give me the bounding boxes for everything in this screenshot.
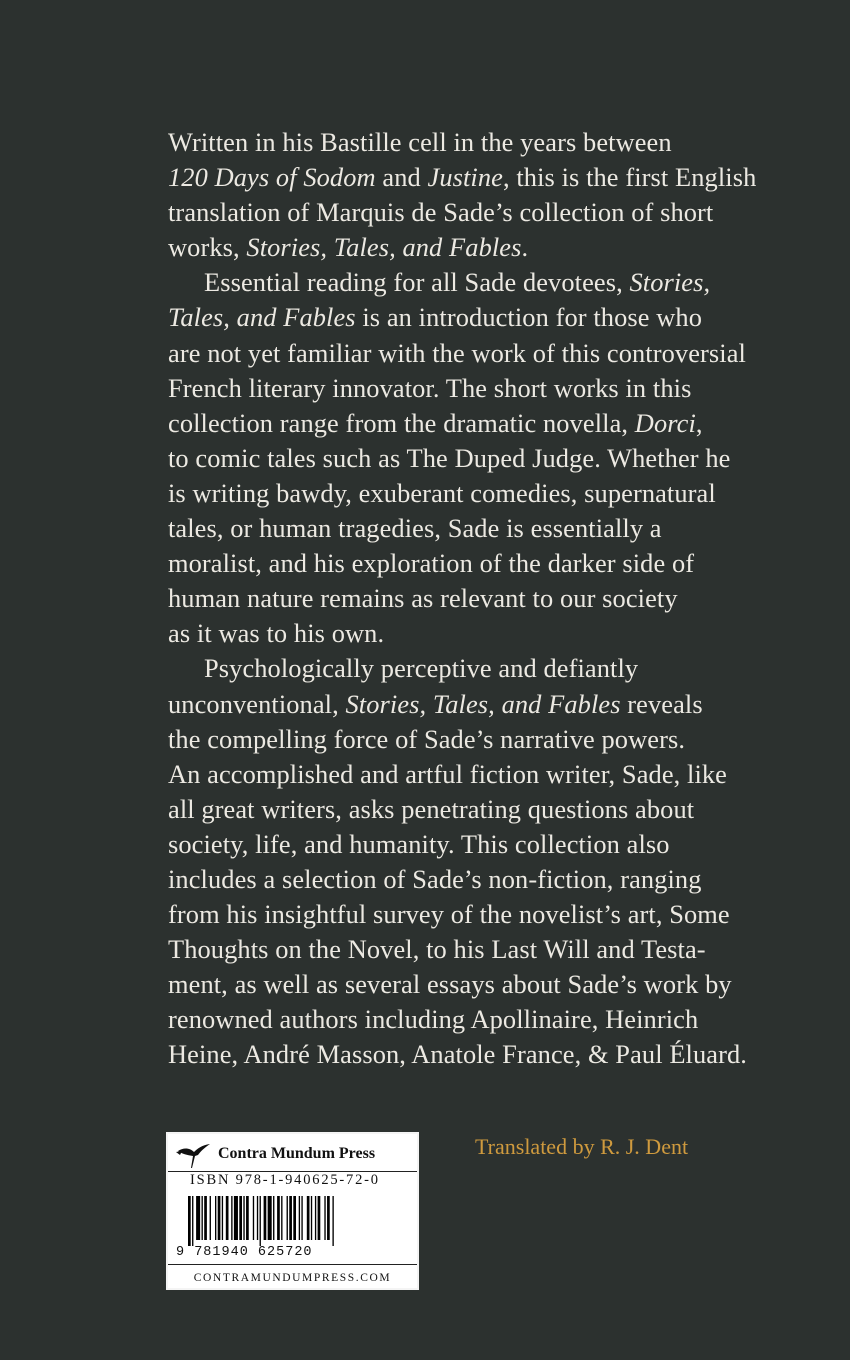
text-span: is an introduction for those who [355, 302, 702, 333]
text-span: , this is the first English [502, 162, 757, 193]
blurb-line [168, 476, 728, 511]
blurb-line [168, 511, 728, 546]
barcode-bar [215, 1196, 216, 1240]
barcode-bar [196, 1196, 200, 1240]
barcode-bar [239, 1196, 242, 1240]
text-span: An accomplished and artful fiction writer, Sade, like [168, 758, 727, 789]
barcode-bar [268, 1196, 272, 1240]
text-span: includes a selection of Sade’s non-fiction, ranging [168, 863, 702, 894]
publisher-website: CONTRAMUNDUMPRESS.COM [193, 1272, 392, 1284]
text-span: unconventional, [168, 688, 346, 719]
italic-title: Tales, and Fables [168, 302, 356, 333]
blurb-line [168, 862, 728, 897]
barcode-bar [222, 1196, 223, 1240]
barcode-bar [307, 1196, 310, 1240]
isbn-number: ISBN 978-1-940625-72-0 [190, 1172, 380, 1188]
italic-title: Stories, Tales, and Fables [246, 232, 522, 263]
publisher-logo-icon [174, 1139, 214, 1169]
barcode-bar [204, 1196, 207, 1240]
blurb-line [168, 722, 728, 757]
blurb-line [168, 195, 728, 230]
text-span: , [695, 407, 703, 438]
barcode-bar [273, 1196, 274, 1240]
blurb-line [168, 1037, 747, 1072]
barcode-bar [299, 1196, 300, 1240]
text-span: are not yet familiar with the work of this controversial [168, 337, 746, 368]
text-span: collection range from the dramatic novella, [168, 407, 635, 438]
italic-title: Stories, Tales, and Fables [345, 688, 621, 719]
text-span: the compelling force of Sade’s narrative powers. [168, 723, 686, 754]
blurb-line [168, 932, 728, 967]
barcode-bar [287, 1196, 288, 1240]
barcode-bar [293, 1196, 296, 1240]
text-span: French literary innovator. The short works in this [168, 372, 692, 403]
text-span: Heine, André Masson, Anatole France, & Paul Éluard. [168, 1039, 747, 1070]
barcode-bar [257, 1196, 258, 1240]
blurb-line [168, 967, 732, 1002]
barcode-bar [264, 1196, 267, 1240]
text-span: Thoughts on the Novel, to his Last Will and Testa- [168, 934, 706, 965]
isbn-label [166, 1132, 419, 1290]
barcode-digits: 9 781940 625720 [176, 1245, 313, 1260]
text-span: as it was to his own. [168, 618, 385, 649]
blurb-line [168, 230, 728, 265]
blurb-line [168, 897, 728, 932]
translator-credit: Translated by R. J. Dent [475, 1134, 689, 1159]
barcode-bar [210, 1196, 211, 1240]
text-span: from his insightful survey of the novelist’s art, Some [168, 899, 730, 930]
publisher-row [174, 1138, 375, 1170]
barcode-bar [311, 1196, 312, 1240]
barcode-bar [301, 1196, 302, 1240]
italic-title: Stories, [629, 267, 711, 298]
text-span: all great writers, asks penetrating questions about [168, 793, 695, 824]
barcode-bar [281, 1196, 282, 1240]
text-span: to comic tales such as The Duped Judge. Whether he [168, 442, 731, 473]
blurb-line [168, 125, 728, 160]
text-span: renowned authors including Apollinaire, Heinrich [168, 1004, 699, 1035]
blurb-line [168, 265, 728, 300]
text-span: is writing bawdy, exuberant comedies, supernatural [168, 477, 716, 508]
barcode [186, 1196, 401, 1246]
blurb-line [168, 546, 728, 581]
barcode-bar [315, 1196, 316, 1240]
barcode-bar [246, 1196, 249, 1240]
text-span: moralist, and his exploration of the darker side of [168, 548, 695, 579]
barcode-bar [318, 1196, 321, 1240]
blurb-line [168, 1002, 728, 1037]
label-divider [168, 1264, 417, 1265]
text-span: and [375, 162, 428, 193]
blurb-line [168, 687, 728, 722]
barcode-bar [243, 1196, 244, 1240]
italic-title: Justine [427, 162, 503, 193]
text-span: translation of Marquis de Sade’s collection of short [168, 197, 714, 228]
text-span: Written in his Bastille cell in the years between [168, 127, 672, 157]
blurb-line [168, 336, 746, 371]
barcode-bar [231, 1196, 232, 1240]
text-span: works, [168, 232, 247, 263]
barcode-bar [327, 1196, 330, 1240]
text-span: society, life, and humanity. This collection also [168, 828, 670, 859]
italic-title: Dorci [634, 407, 696, 438]
blurb-line [168, 827, 728, 862]
text-span: . [521, 232, 529, 263]
barcode-bar [260, 1196, 261, 1246]
blurb-line [168, 581, 728, 616]
text-span: ment, as well as several essays about Sade’s work by [168, 969, 732, 1000]
italic-title: 120 Days of Sodom [168, 162, 376, 193]
barcode-bar [234, 1196, 238, 1240]
barcode-bar [188, 1196, 191, 1246]
barcode-bar [332, 1196, 333, 1246]
blurb-line [168, 651, 728, 686]
barcode-bar [277, 1196, 280, 1240]
text-span: Psychologically perceptive and defiantly [204, 653, 639, 684]
blurb-line [168, 757, 728, 792]
barcode-bar [202, 1196, 203, 1240]
text-span: Essential reading for all Sade devotees, [204, 267, 630, 298]
blurb-line [168, 406, 728, 441]
publisher-name: Contra Mundum Press [218, 1145, 376, 1162]
text-span: reveals [620, 688, 703, 719]
blurb-text [168, 125, 757, 1073]
blurb-line [168, 300, 728, 335]
barcode-bar [218, 1196, 221, 1240]
barcode-bar [289, 1196, 292, 1240]
text-span: tales, or human tragedies, Sade is essentially a [168, 513, 662, 544]
blurb-line [168, 792, 728, 827]
blurb-line [168, 441, 731, 476]
blurb-line [168, 371, 728, 406]
barcode-bar [253, 1196, 254, 1240]
barcode-bar [192, 1196, 193, 1246]
blurb-line [168, 160, 757, 195]
blurb-line [168, 616, 728, 651]
barcode-bar [324, 1196, 325, 1240]
barcode-bar [226, 1196, 229, 1240]
text-span: human nature remains as relevant to our society [168, 583, 678, 614]
